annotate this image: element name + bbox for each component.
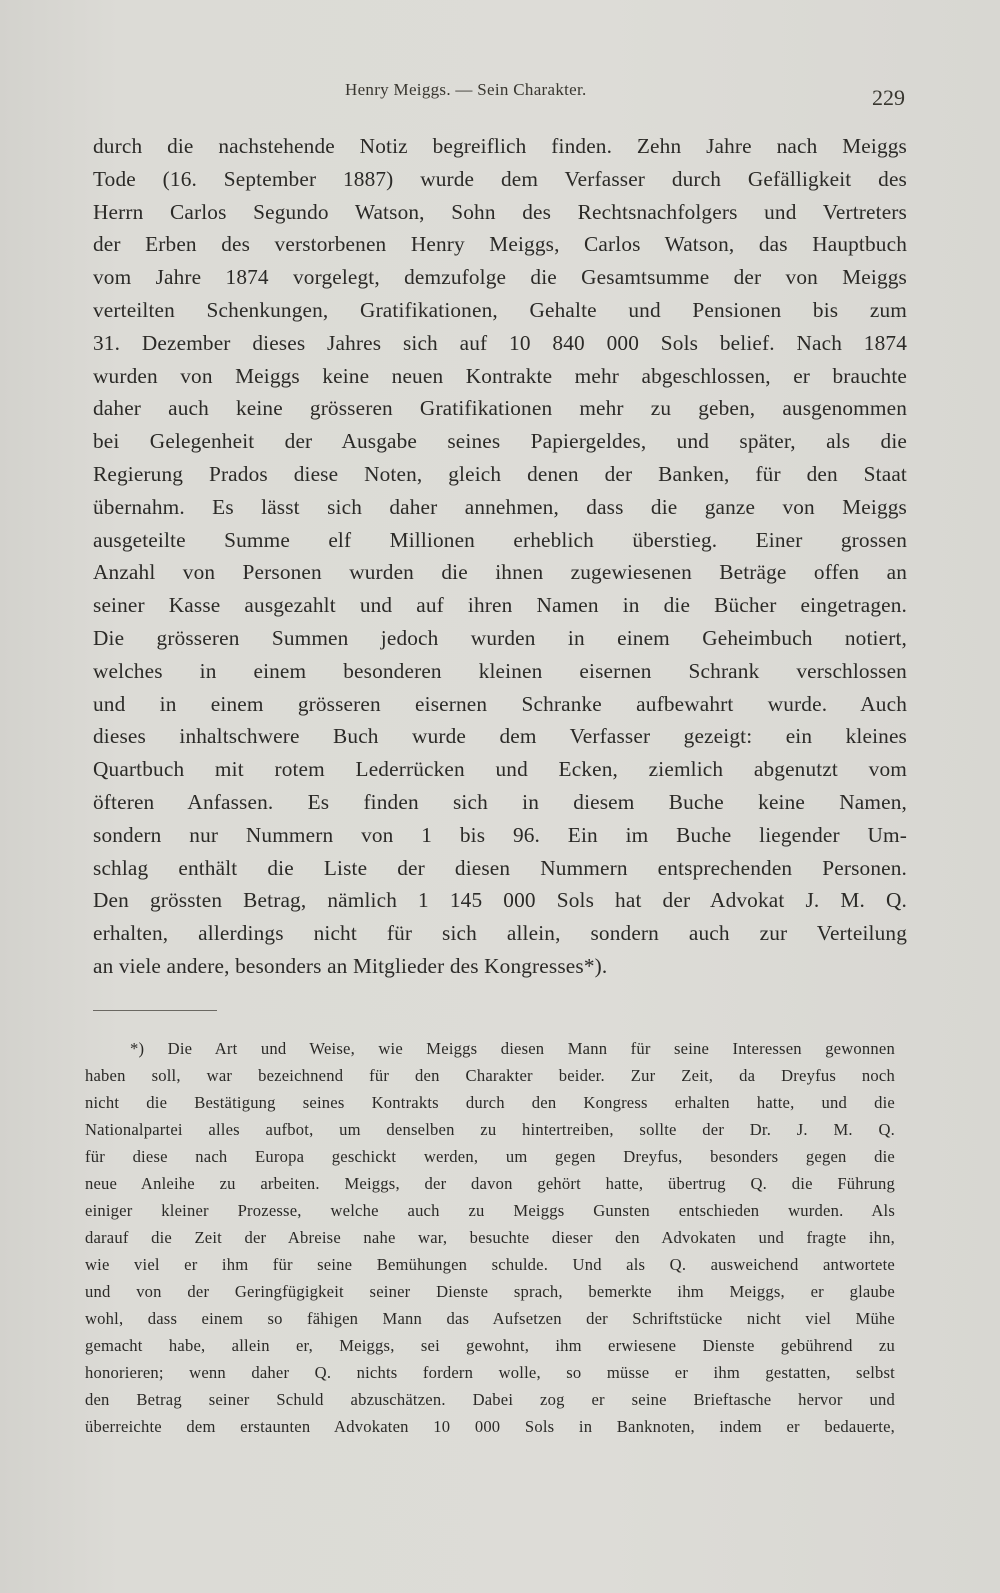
text-line: ausgeteilte Summe elf Millionen erheblich überstieg. Einer grossen (93, 527, 907, 552)
text-line: Den grössten Betrag, nämlich 1 145 000 Sols hat der Advokat J. M. Q. (93, 888, 907, 913)
text-line: Die grösseren Summen jedoch wurden in einem Geheimbuch notiert, (93, 625, 907, 650)
footnote-line: Nationalpartei alles aufbot, um denselben zu hintertreiben, sollte der Dr. J. M. Q. (85, 1120, 895, 1139)
footnote-line: darauf die Zeit der Abreise nahe war, besuchte dieser den Advokaten und fragte ihn, (85, 1228, 895, 1247)
text-line: erhalten, allerdings nicht für sich allein, sondern auch zur Verteilung (93, 921, 907, 946)
footnote-line: für diese nach Europa geschickt werden, um gegen Dreyfus, besonders gegen die (85, 1147, 895, 1166)
text-line: durch die nachstehende Notiz begreiflich finden. Zehn Jahre nach Meiggs (93, 134, 907, 158)
footnote-line: den Betrag seiner Schuld abzuschätzen. Dabei zog er seine Brieftasche hervor und (85, 1390, 895, 1409)
footnote-rule (93, 1010, 217, 1011)
text-line: verteilten Schenkungen, Gratifikationen, Gehalte und Pensionen bis zum (93, 297, 907, 322)
text-line: bei Gelegenheit der Ausgabe seines Papiergeldes, und später, als die (93, 429, 907, 454)
footnote-line: neue Anleihe zu arbeiten. Meiggs, der davon gehört hatte, übertrug Q. die Führung (85, 1174, 895, 1193)
text-line: sondern nur Nummern von 1 bis 96. Ein im Buche liegender Um- (93, 822, 907, 847)
text-line: Anzahl von Personen wurden die ihnen zugewiesenen Beträge offen an (93, 560, 907, 585)
text-line: daher auch keine grösseren Gratifikationen mehr zu geben, ausgenommen (93, 396, 907, 421)
text-line: vom Jahre 1874 vorgelegt, demzufolge die Gesamtsumme der von Meiggs (93, 265, 907, 290)
footnote-line: und von der Geringfügigkeit seiner Dienste sprach, bemerkte ihm Meiggs, er glaube (85, 1282, 895, 1301)
text-line: der Erben des verstorbenen Henry Meiggs, Carlos Watson, das Hauptbuch (93, 232, 907, 257)
footnote-line: wohl, dass einem so fähigen Mann das Aufsetzen der Schriftstücke nicht viel Mühe (85, 1309, 895, 1328)
text-line: und in einem grösseren eisernen Schranke aufbewahrt wurde. Auch (93, 691, 907, 716)
running-head: Henry Meiggs. — Sein Charakter. (345, 80, 587, 99)
footnote-line: einiger kleiner Prozesse, welche auch zu Meiggs Gunsten entschieden wurden. Als (85, 1201, 895, 1220)
footnote-line: honorieren; wenn daher Q. nichts fordern wolle, so müsse er ihm gestatten, selbst (85, 1363, 895, 1382)
text-line: an viele andere, besonders an Mitglieder des Kongresses*). (93, 953, 608, 978)
text-line: Herrn Carlos Segundo Watson, Sohn des Rechtsnachfolgers und Vertreters (93, 199, 907, 224)
text-line: dieses inhaltschwere Buch wurde dem Verfasser gezeigt: ein kleines (93, 724, 907, 749)
text-line: 31. Dezember dieses Jahres sich auf 10 840 000 Sols belief. Nach 1874 (93, 330, 907, 355)
text-line: öfteren Anfassen. Es finden sich in diesem Buche keine Namen, (93, 789, 907, 814)
main-text (93, 130, 907, 983)
text-line: Tode (16. September 1887) wurde dem Verfasser durch Gefälligkeit des (93, 166, 907, 191)
footnote-line: *) Die Art und Weise, wie Meiggs diesen Mann für seine Interessen gewonnen (130, 1039, 895, 1058)
footnote-line: nicht die Bestätigung seines Kontrakts durch den Kongress erhalten hatte, und die (85, 1093, 895, 1112)
text-line: welches in einem besonderen kleinen eisernen Schrank verschlossen (93, 658, 907, 683)
footnote-line: gemacht habe, allein er, Meiggs, sei gewohnt, ihm erwiesene Dienste gebührend zu (85, 1336, 895, 1355)
footnote-line: überreichte dem erstaunten Advokaten 10 000 Sols in Banknoten, indem er bedauerte, (85, 1417, 895, 1436)
footnote-line: haben soll, war bezeichnend für den Charakter beider. Zur Zeit, da Dreyfus noch (85, 1066, 895, 1085)
footnote-line: wie viel er ihm für seine Bemühungen schulde. Und als Q. ausweichend antwortete (85, 1255, 895, 1274)
footnote (85, 1035, 895, 1440)
text-line: übernahm. Es lässt sich daher annehmen, dass die ganze von Meiggs (93, 494, 907, 519)
page-number: 229 (872, 85, 905, 110)
page-header (0, 80, 1000, 110)
text-line: schlag enthält die Liste der diesen Nummern entsprechenden Personen. (93, 855, 907, 880)
text-line: seiner Kasse ausgezahlt und auf ihren Namen in die Bücher eingetragen. (93, 593, 907, 618)
text-line: Quartbuch mit rotem Lederrücken und Ecken, ziemlich abgenutzt vom (93, 757, 907, 782)
text-line: wurden von Meiggs keine neuen Kontrakte mehr abgeschlossen, er brauchte (93, 363, 907, 388)
text-line: Regierung Prados diese Noten, gleich denen der Banken, für den Staat (93, 461, 907, 486)
